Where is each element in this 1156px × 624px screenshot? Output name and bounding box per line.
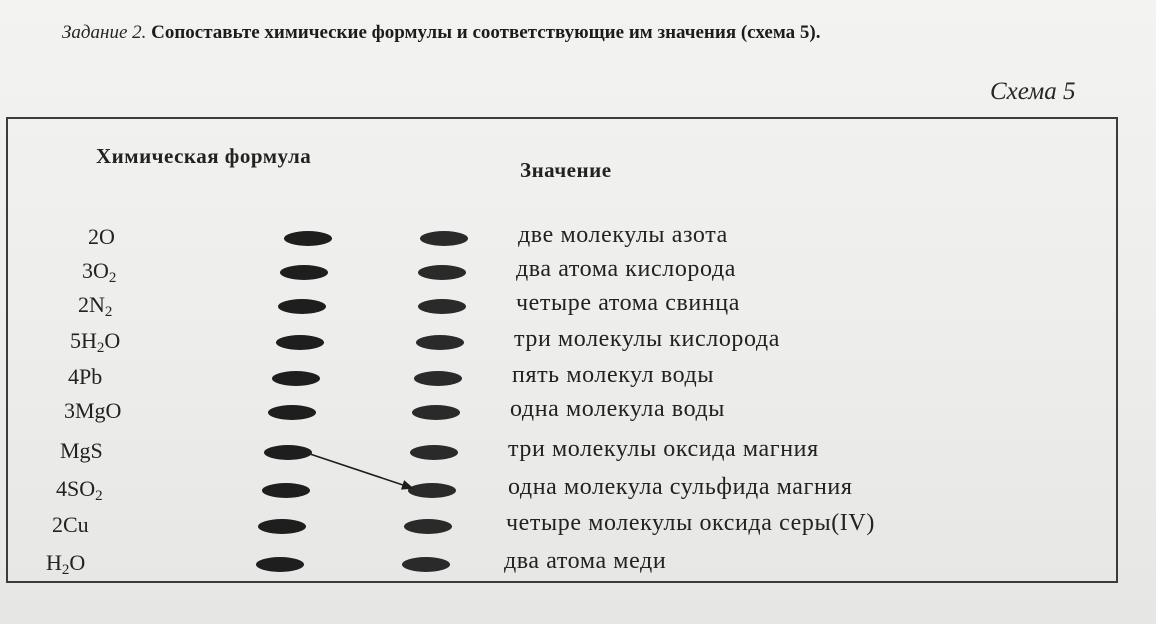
formula-item [52,512,89,538]
meaning-item: четыре атома свинца [516,290,740,316]
formula-item [78,292,112,318]
meaning-item: две молекулы азота [518,222,728,248]
meaning-connector-dot[interactable] [420,231,468,246]
formula-subscript: 2 [61,562,70,578]
formula-text: 3MgO [64,398,122,423]
formula-item [88,224,115,250]
formula-connector-dot[interactable] [262,483,310,498]
meaning-connector-dot[interactable] [408,483,456,498]
formula-text: 3O [82,258,109,283]
formula-item [60,438,103,464]
formula-text: 2Cu [52,512,89,537]
formula-connector-dot[interactable] [278,299,326,314]
formula-item [56,476,103,502]
formula-text: MgS [60,438,103,463]
meaning-connector-dot[interactable] [404,519,452,534]
meaning-item: пять молекул воды [512,362,715,388]
meaning-item: четыре молекулы оксида серы(IV) [506,510,875,536]
formula-subscript: 2 [108,270,117,286]
formula-text: 4Pb [68,364,103,389]
formula-item [46,550,85,576]
meaning-item: два атома кислорода [516,256,737,282]
task-text: Сопоставьте химические формулы и соответствующие им значения (схема 5). [151,22,821,43]
task-label: Задание 2. [62,22,147,43]
meaning-connector-dot[interactable] [412,405,460,420]
formula-item [82,258,116,284]
meaning-connector-dot[interactable] [410,445,458,460]
meaning-item: одна молекула сульфида магния [508,474,853,500]
formula-connector-dot[interactable] [264,445,312,460]
formula-text: H [46,550,62,575]
task-statement [62,22,1122,44]
formula-item [64,398,121,424]
formula-text: O [104,328,121,353]
formula-text: 5H [70,328,97,353]
formula-text: 2O [88,224,115,249]
formula-item [68,364,102,390]
formula-text: 2N [78,292,105,317]
formula-connector-dot[interactable] [268,405,316,420]
meaning-item: одна молекула воды [510,396,726,422]
formula-subscript: 2 [104,304,113,320]
scheme-title: Схема 5 [990,78,1076,105]
formula-subscript: 2 [95,488,103,504]
meaning-connector-dot[interactable] [418,265,466,280]
meaning-connector-dot[interactable] [414,371,462,386]
meaning-column-header: Значение [520,158,612,182]
formula-connector-dot[interactable] [284,231,332,246]
formula-text: 4SO [56,476,96,501]
formula-connector-dot[interactable] [276,335,324,350]
formula-text: O [69,550,86,575]
formula-connector-dot[interactable] [272,371,320,386]
formula-connector-dot[interactable] [258,519,306,534]
meaning-connector-dot[interactable] [402,557,450,572]
formula-subscript: 2 [96,340,105,356]
formula-item [70,328,120,354]
formula-column-header: Химическая формула [96,144,312,168]
meaning-connector-dot[interactable] [418,299,466,314]
meaning-item: два атома меди [504,548,667,574]
meaning-connector-dot[interactable] [416,335,464,350]
meaning-item: три молекулы оксида магния [508,436,819,462]
formula-connector-dot[interactable] [256,557,304,572]
meaning-item: три молекулы кислорода [514,326,780,352]
formula-connector-dot[interactable] [280,265,328,280]
